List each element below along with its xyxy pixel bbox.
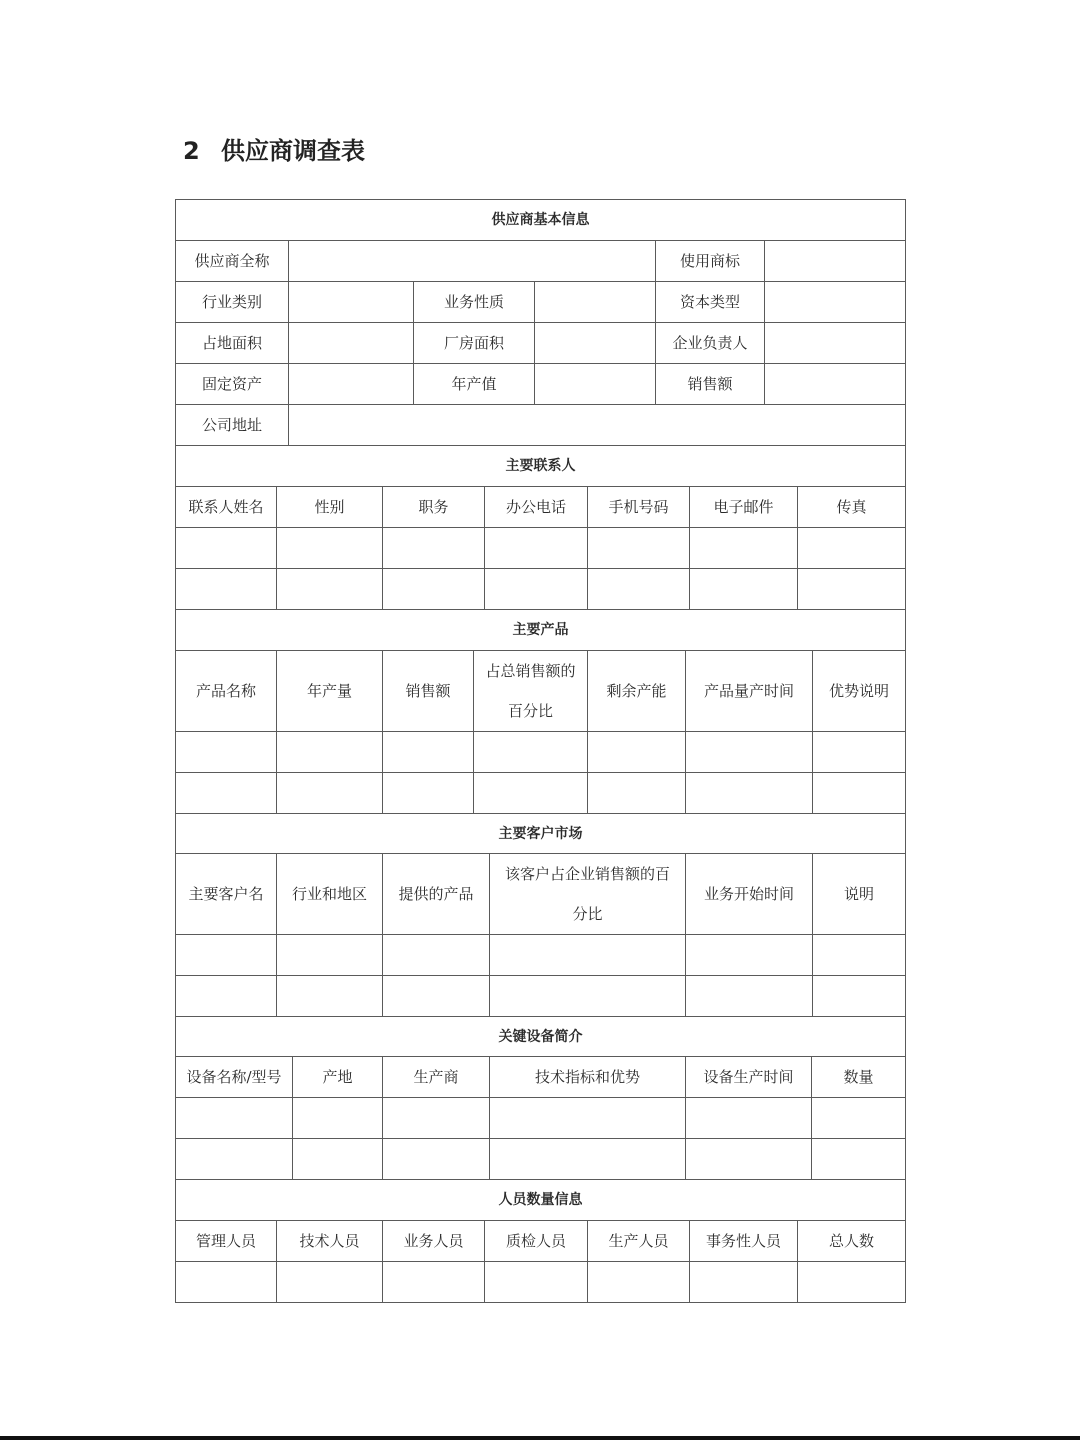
column-header: 性别 xyxy=(276,486,382,527)
table-cell[interactable] xyxy=(797,1261,906,1303)
table-cell[interactable] xyxy=(811,1097,906,1138)
full-name-label: 供应商全称 xyxy=(175,240,288,281)
column-header: 数量 xyxy=(811,1056,906,1097)
table-row xyxy=(175,1261,906,1303)
section-header-cell: 主要客户市场 xyxy=(175,813,906,853)
table-cell[interactable] xyxy=(489,934,685,975)
table-row xyxy=(175,527,906,568)
table-row xyxy=(175,975,906,1016)
basic-info-row-3 xyxy=(175,322,906,363)
capital-type-label: 资本类型 xyxy=(655,281,764,322)
basic-info-section-header xyxy=(175,199,906,240)
column-header: 说明 xyxy=(812,853,906,934)
plant-area-label: 厂房面积 xyxy=(413,322,534,363)
column-header: 生产商 xyxy=(382,1056,489,1097)
bottom-edge-line xyxy=(0,1436,1080,1440)
sales-label: 销售额 xyxy=(655,363,764,404)
table-cell[interactable] xyxy=(689,527,797,568)
column-header: 设备名称/型号 xyxy=(175,1056,292,1097)
table-cell[interactable] xyxy=(175,731,276,772)
column-header: 提供的产品 xyxy=(382,853,489,934)
table-cell[interactable] xyxy=(685,731,812,772)
table-cell[interactable] xyxy=(382,1261,484,1303)
section-header-cell: 供应商基本信息 xyxy=(175,199,906,240)
table-cell[interactable] xyxy=(587,527,689,568)
column-header: 技术指标和优势 xyxy=(489,1056,685,1097)
table-cell[interactable] xyxy=(276,731,382,772)
legal-person-label: 企业负责人 xyxy=(655,322,764,363)
column-header: 联系人姓名 xyxy=(175,486,276,527)
section-number: 2 xyxy=(183,137,200,165)
table-cell[interactable] xyxy=(292,1138,382,1179)
legal-person-field[interactable] xyxy=(764,322,906,363)
personnel-header-row xyxy=(175,1220,906,1261)
table-cell[interactable] xyxy=(812,731,906,772)
table-cell[interactable] xyxy=(484,568,587,609)
column-header: 生产人员 xyxy=(587,1220,689,1261)
address-label: 公司地址 xyxy=(175,404,288,445)
table-row xyxy=(175,731,906,772)
column-header: 职务 xyxy=(382,486,484,527)
column-header: 业务开始时间 xyxy=(685,853,812,934)
basic-info-row-1 xyxy=(175,240,906,281)
section-header-cell: 人员数量信息 xyxy=(175,1179,906,1220)
section-header-cell: 关键设备简介 xyxy=(175,1016,906,1056)
table-cell[interactable] xyxy=(382,772,473,813)
table-cell[interactable] xyxy=(685,1097,811,1138)
table-cell[interactable] xyxy=(276,527,382,568)
column-header: 剩余产能 xyxy=(587,650,685,731)
column-header: 产品名称 xyxy=(175,650,276,731)
table-cell[interactable] xyxy=(685,975,812,1016)
table-cell[interactable] xyxy=(175,568,276,609)
column-header: 销售额 xyxy=(382,650,473,731)
table-cell[interactable] xyxy=(382,527,484,568)
table-cell[interactable] xyxy=(276,568,382,609)
table-cell[interactable] xyxy=(489,1138,685,1179)
table-cell[interactable] xyxy=(382,1138,489,1179)
contacts-section-header xyxy=(175,445,906,486)
full-name-field[interactable] xyxy=(288,240,655,281)
column-header: 电子邮件 xyxy=(689,486,797,527)
section-header-cell: 主要联系人 xyxy=(175,445,906,486)
table-cell[interactable] xyxy=(175,1097,292,1138)
table-cell[interactable] xyxy=(812,975,906,1016)
table-cell[interactable] xyxy=(382,934,489,975)
table-cell[interactable] xyxy=(587,1261,689,1303)
table-cell[interactable] xyxy=(689,568,797,609)
column-header: 业务人员 xyxy=(382,1220,484,1261)
table-cell[interactable] xyxy=(797,568,906,609)
table-cell[interactable] xyxy=(175,527,276,568)
contacts-header-row xyxy=(175,486,906,527)
table-row xyxy=(175,934,906,975)
column-header: 行业和地区 xyxy=(276,853,382,934)
table-cell[interactable] xyxy=(685,934,812,975)
column-header: 占总销售额的百分比 xyxy=(473,650,587,731)
column-header: 设备生产时间 xyxy=(685,1056,811,1097)
products-header-row xyxy=(175,650,906,731)
annual-output-label: 年产值 xyxy=(413,363,534,404)
annual-output-field[interactable] xyxy=(534,363,655,404)
table-cell[interactable] xyxy=(382,1097,489,1138)
section-header-cell: 主要产品 xyxy=(175,609,906,650)
table-cell[interactable] xyxy=(276,1261,382,1303)
table-row xyxy=(175,772,906,813)
table-cell[interactable] xyxy=(489,1097,685,1138)
table-cell[interactable] xyxy=(276,934,382,975)
table-cell[interactable] xyxy=(484,527,587,568)
table-cell[interactable] xyxy=(175,1138,292,1179)
column-header: 质检人员 xyxy=(484,1220,587,1261)
table-cell[interactable] xyxy=(382,731,473,772)
table-cell[interactable] xyxy=(587,568,689,609)
trademark-field[interactable] xyxy=(764,240,906,281)
column-header: 年产量 xyxy=(276,650,382,731)
table-row xyxy=(175,1097,906,1138)
table-cell[interactable] xyxy=(276,975,382,1016)
table-cell[interactable] xyxy=(484,1261,587,1303)
table-cell[interactable] xyxy=(587,772,685,813)
land-area-label: 占地面积 xyxy=(175,322,288,363)
fixed-assets-field[interactable] xyxy=(288,363,413,404)
table-cell[interactable] xyxy=(685,772,812,813)
table-cell[interactable] xyxy=(175,975,276,1016)
business-nature-label: 业务性质 xyxy=(413,281,534,322)
table-cell[interactable] xyxy=(797,527,906,568)
section-title-text: 供应商调查表 xyxy=(221,137,365,165)
table-cell[interactable] xyxy=(276,772,382,813)
column-header: 办公电话 xyxy=(484,486,587,527)
column-header: 产品量产时间 xyxy=(685,650,812,731)
column-header: 事务性人员 xyxy=(689,1220,797,1261)
equipment-section-header xyxy=(175,1016,906,1056)
table-cell[interactable] xyxy=(689,1261,797,1303)
column-header: 技术人员 xyxy=(276,1220,382,1261)
basic-info-row-5 xyxy=(175,404,906,445)
column-header: 传真 xyxy=(797,486,906,527)
table-cell[interactable] xyxy=(685,1138,811,1179)
column-header: 优势说明 xyxy=(812,650,906,731)
table-cell[interactable] xyxy=(382,975,489,1016)
table-row xyxy=(175,568,906,609)
land-area-field[interactable] xyxy=(288,322,413,363)
basic-info-row-4 xyxy=(175,363,906,404)
column-header: 手机号码 xyxy=(587,486,689,527)
table-cell[interactable] xyxy=(175,772,276,813)
personnel-section-header xyxy=(175,1179,906,1220)
trademark-label: 使用商标 xyxy=(655,240,764,281)
customers-header-row xyxy=(175,853,906,934)
industry-field[interactable] xyxy=(288,281,413,322)
table-cell[interactable] xyxy=(292,1097,382,1138)
customers-section-header xyxy=(175,813,906,853)
business-nature-field[interactable] xyxy=(534,281,655,322)
products-section-header xyxy=(175,609,906,650)
basic-info-row-2 xyxy=(175,281,906,322)
column-header: 管理人员 xyxy=(175,1220,276,1261)
table-cell[interactable] xyxy=(489,975,685,1016)
industry-label: 行业类别 xyxy=(175,281,288,322)
plant-area-field[interactable] xyxy=(534,322,655,363)
column-header: 产地 xyxy=(292,1056,382,1097)
table-row xyxy=(175,1138,906,1179)
capital-type-field[interactable] xyxy=(764,281,906,322)
table-cell[interactable] xyxy=(382,568,484,609)
table-cell[interactable] xyxy=(812,772,906,813)
sales-field[interactable] xyxy=(764,363,906,404)
table-cell[interactable] xyxy=(587,731,685,772)
column-header: 主要客户名 xyxy=(175,853,276,934)
table-cell[interactable] xyxy=(175,934,276,975)
column-header: 该客户占企业销售额的百分比 xyxy=(489,853,685,934)
supplier-survey-form xyxy=(175,199,906,1303)
address-field[interactable] xyxy=(288,404,906,445)
fixed-assets-label: 固定资产 xyxy=(175,363,288,404)
table-cell[interactable] xyxy=(473,772,587,813)
table-cell[interactable] xyxy=(473,731,587,772)
equipment-header-row xyxy=(175,1056,906,1097)
table-cell[interactable] xyxy=(175,1261,276,1303)
page-title xyxy=(183,131,365,171)
table-cell[interactable] xyxy=(812,934,906,975)
table-cell[interactable] xyxy=(811,1138,906,1179)
column-header: 总人数 xyxy=(797,1220,906,1261)
